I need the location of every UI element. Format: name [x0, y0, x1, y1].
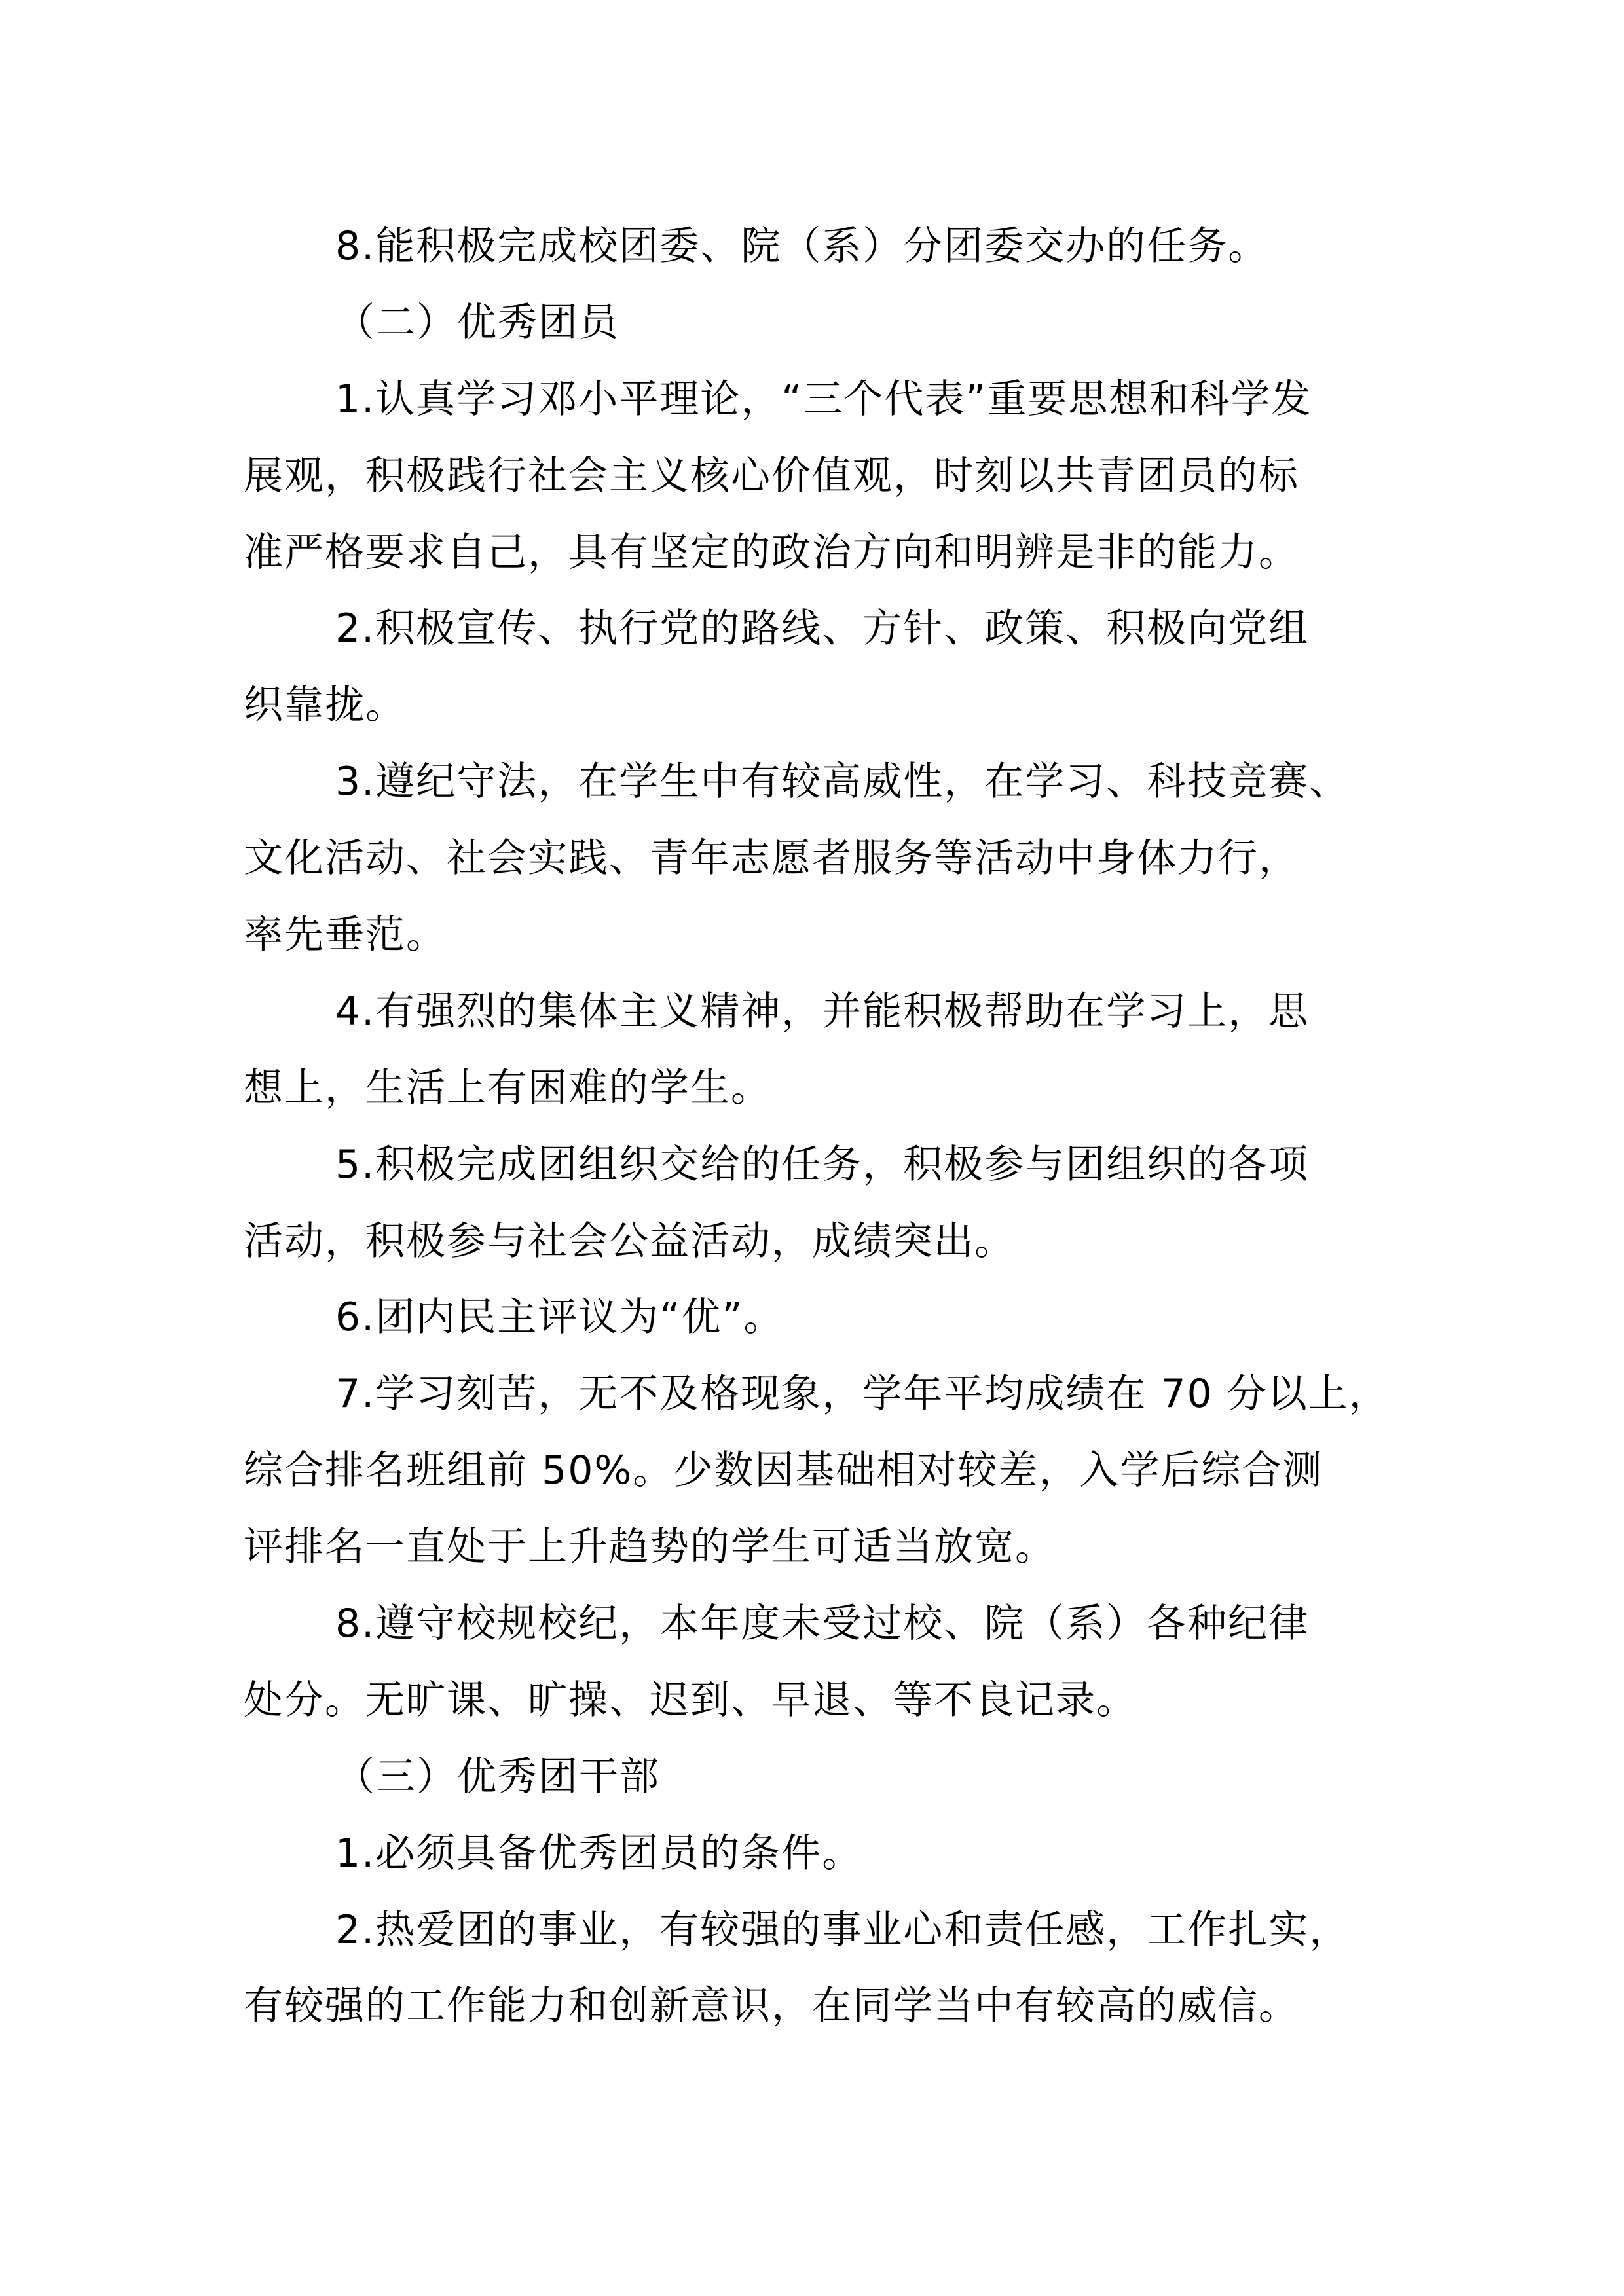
paragraph-line: 5.积极完成团组织交给的任务，积极参与团组织的各项 — [335, 1141, 1310, 1188]
paragraph-line: 8.能积极完成校团委、院（系）分团委交办的任务。 — [335, 223, 1269, 269]
paragraph-line: 想上，生活上有困难的学生。 — [244, 1065, 771, 1111]
paragraph-line: 准严格要求自己，具有坚定的政治方向和明辨是非的能力。 — [244, 529, 1299, 575]
paragraph-line: 8.遵守校规校纪，本年度未受过校、院（系）各种纪律 — [335, 1601, 1310, 1647]
paragraph-line: 织靠拢。 — [244, 682, 406, 729]
document-body — [244, 208, 1388, 2045]
paragraph-line: 评排名一直处于上升趋势的学生可适当放宽。 — [244, 1524, 1056, 1571]
paragraph-line: 处分。无旷课、旷操、迟到、早退、等不良记录。 — [244, 1677, 1137, 1723]
paragraph-line: 6.团内民主评议为“优”。 — [335, 1294, 784, 1341]
paragraph-line: 2.积极宣传、执行党的路线、方针、政策、积极向党组 — [335, 606, 1310, 652]
paragraph-line: 1.认真学习邓小平理论，“三个代表”重要思想和科学发 — [335, 376, 1312, 422]
paragraph-line: 7.学习刻苦，无不及格现象，学年平均成绩在 70 分以上， — [335, 1371, 1390, 1417]
paragraph-line: 3.遵纪守法，在学生中有较高威性，在学习、科技竞赛、 — [335, 759, 1350, 805]
section-heading-excellent-cadre: （三）优秀团干部 — [335, 1753, 660, 1800]
paragraph-line: 2.热爱团的事业，有较强的事业心和责任感，工作扎实， — [335, 1906, 1350, 1953]
paragraph-line: 文化活动、社会实践、青年志愿者服务等活动中身体力行， — [244, 835, 1299, 882]
paragraph-line: 1.必须具备优秀团员的条件。 — [335, 1830, 863, 1876]
paragraph-line: 展观，积极践行社会主义核心价值观，时刻以共青团员的标 — [244, 452, 1299, 499]
paragraph-line: 有较强的工作能力和创新意识，在同学当中有较高的威信。 — [244, 1983, 1299, 2030]
paragraph-line: 综合排名班组前 50%。少数因基础相对较差，入学后综合测 — [244, 1448, 1323, 1494]
section-heading-excellent-member: （二）优秀团员 — [335, 299, 619, 346]
paragraph-line: 率先垂范。 — [244, 912, 447, 958]
paragraph-line: 活动，积极参与社会公益活动，成绩突出。 — [244, 1218, 1015, 1264]
paragraph-line: 4.有强烈的集体主义精神，并能积极帮助在学习上，思 — [335, 988, 1310, 1034]
